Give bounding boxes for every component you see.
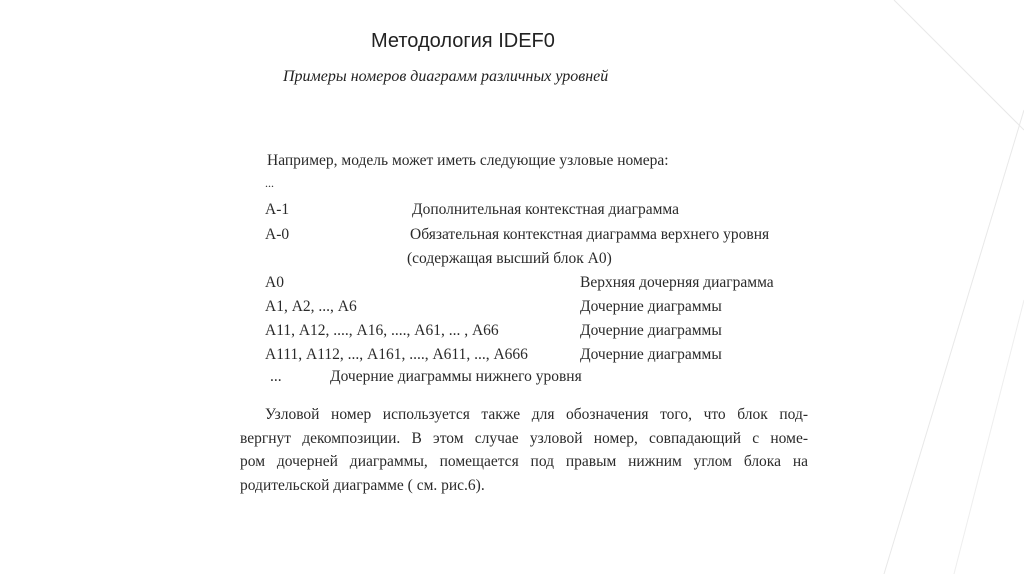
intro-line: Например, модель может иметь следующие узловые номера: (267, 152, 669, 169)
ellipsis-bottom-desc: Дочерние диаграммы нижнего уровня (330, 368, 582, 385)
entry-desc: Верхняя дочерняя диаграмма (580, 274, 774, 291)
paragraph-line: родительской диаграмме ( см. рис.6). (240, 476, 485, 494)
entry-code: А-0 (265, 226, 290, 243)
entry-code: А0 (265, 274, 284, 291)
ellipsis-top: ... (265, 176, 274, 190)
entry-desc: Обязательная контекстная диаграмма верхнего уровня (410, 226, 770, 243)
entry-code: А11, А12, ...., А16, ...., А61, ... , А66 (265, 322, 499, 339)
entry-code: А111, А112, ..., А161, ...., А611, ..., А666 (265, 346, 528, 363)
paragraph-line: ром дочерней диаграммы, помещается под правым нижним углом блока на (240, 453, 808, 470)
entry-desc: Дочерние диаграммы (580, 298, 722, 315)
paragraph-line: Узловой номер используется также для обозначения того, что блок под- (265, 406, 808, 423)
entry-desc: (содержащая высший блок А0) (407, 250, 612, 267)
entry-code: А1, А2, ..., А6 (265, 298, 357, 315)
slide-title: Методология IDEF0 (371, 30, 555, 52)
entry-desc: Дочерние диаграммы (580, 346, 722, 363)
slide-subtitle: Примеры номеров диаграмм различных уровней (283, 68, 609, 85)
ellipsis-bottom: ... (270, 368, 282, 385)
entry-desc: Дочерние диаграммы (580, 322, 722, 339)
entry-desc: Дополнительная контекстная диаграмма (412, 201, 679, 218)
paragraph (240, 403, 808, 497)
entry-code: А-1 (265, 201, 290, 218)
paragraph-line: вергнут декомпозиции. В этом случае узловой номер, совпадающий с номе- (240, 429, 808, 447)
